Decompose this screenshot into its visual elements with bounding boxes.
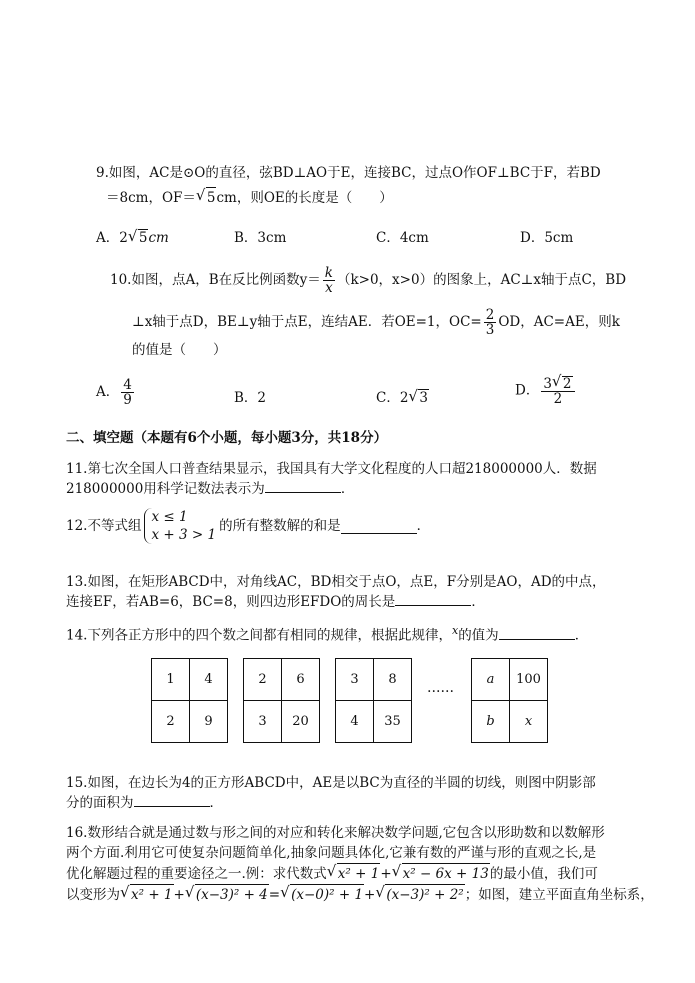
q10-line2-prefix: ⊥x轴于点D，BE⊥y轴于点E，连结AE．若OE=1，OC= <box>132 314 482 330</box>
grid-cell: 1 <box>152 659 190 701</box>
q10-line1-suffix: （k>0，x>0）的图象上，AC⊥x轴于点C，BD <box>336 272 627 288</box>
q15-line2-suffix: ． <box>209 795 223 811</box>
q10-option-a-fraction <box>121 378 134 407</box>
q16-line3-sqrt-1: √ x² + 1 <box>337 863 381 884</box>
q14-answer-blank[interactable] <box>499 625 575 640</box>
q14-prefix: 14.下列各正方形中的四个数之间都有相同的规律，根据此规律， <box>66 627 452 644</box>
q16-line3-sqrt-2: √ x² − 6x + 13 <box>402 863 490 884</box>
grid-cell: 2 <box>152 701 190 743</box>
q10-option-d-den: 2 <box>553 391 563 407</box>
q15-line2-prefix: 分的面积为 <box>66 795 134 811</box>
q10-line1-prefix: 10.如图，点A，B在反比例函数y＝ <box>110 272 321 288</box>
q9-option-b: B．3cm <box>234 230 287 246</box>
q14-ellipsis: …… <box>427 680 454 696</box>
q13-line1: 13.如图，在矩形ABCD中，对角线AC，BD相交于点O，点E，F分别是AO，AD的中点， <box>66 574 606 590</box>
q16-line4-sqrt-1: √ x² + 1 <box>130 884 174 905</box>
q16-line4-suffix: ；如图，建立平面直角坐标系， <box>464 887 654 903</box>
q9-line2-prefix: ＝8cm，OF＝ <box>106 190 196 206</box>
q11-line2-prefix: 218000000用科学记数法表示为 <box>66 481 265 497</box>
q10-option-d-num <box>541 376 574 392</box>
q15-line2 <box>66 792 223 813</box>
q10-option-a-den: 9 <box>123 392 132 408</box>
grid-cell: 35 <box>374 701 412 743</box>
q12-suffix: 的所有整数解的和是 <box>219 518 341 534</box>
q14-suffix: 的值为 <box>458 627 499 644</box>
q15-line1: 15.如图，在边长为4的正方形ABCD中，AE是以BC为直径的半圆的切线，则图中阴影部 <box>66 775 596 791</box>
q16-line2: 两个方面.利用它可使复杂问题简单化,抽象问题具体化,它兼有数的严谨与形的直观之长,是 <box>66 845 597 861</box>
q16-line3-suffix: 的最小值，我们可 <box>489 866 598 882</box>
q12-inequality-system <box>144 508 216 544</box>
q13-line2 <box>66 591 485 612</box>
grid-cell: x <box>510 701 548 743</box>
q11-answer-blank[interactable] <box>265 478 341 493</box>
grid-cell: 2 <box>244 659 282 701</box>
q12-end: ． <box>416 518 431 534</box>
q10-line2 <box>132 308 620 337</box>
q10-option-a-num: 4 <box>123 377 132 393</box>
q11-line1: 11.第七次全国人口普查结果显示，我国具有大学文化程度的人口超218000000人．数据 <box>66 461 597 477</box>
q12-prefix: 12.不等式组 <box>66 518 142 534</box>
q10-option-a <box>96 378 136 407</box>
grid-cell: b <box>472 701 510 743</box>
q9-sqrt: √ 5 <box>206 187 217 208</box>
q14-var-x: x <box>451 624 459 637</box>
q11-line2-suffix: ． <box>340 481 355 497</box>
q10-frac2-num: 2 <box>485 307 495 323</box>
q14-grid-4 <box>471 658 548 743</box>
grid-cell: 3 <box>336 659 374 701</box>
q16-line4-sqrt-2: √ (x−3)² + 4 <box>195 884 269 905</box>
grid-cell: 6 <box>282 659 320 701</box>
q12-answer-blank[interactable] <box>341 519 417 534</box>
q10-option-c <box>376 386 429 406</box>
q16-line4-sqrt-3: √ (x−0)² + 1 <box>290 884 364 905</box>
q10-fraction-k-over-x <box>323 266 335 295</box>
q10-frac-den: x <box>325 280 333 296</box>
q16-line3-prefix: 优化解题过程的重要途径之一.例：求代数式 <box>66 866 327 882</box>
grid-cell: 8 <box>374 659 412 701</box>
q14-line <box>66 621 588 646</box>
q10-option-c-sqrt: √ 3 <box>418 389 429 406</box>
q10-fraction-2-over-3 <box>484 308 497 337</box>
q10-option-d <box>515 376 577 406</box>
q9-line2 <box>106 187 393 208</box>
q9-option-a-prefix: A．2 <box>96 230 128 246</box>
q16-line1: 16.数形结合就是通过数与形之间的对应和转化来解决数学问题,它包含以形助数和以数解形 <box>66 825 605 841</box>
grid-cell: 100 <box>510 659 548 701</box>
q16-line3 <box>66 863 598 884</box>
q12-inequality-2: x + 3 > 1 <box>151 527 217 543</box>
q14-grid-3 <box>335 658 412 743</box>
q16-line3-plus: + <box>380 866 392 882</box>
q9-option-a-suffix: cm <box>148 230 169 246</box>
grid-cell: 9 <box>190 701 228 743</box>
q11-line2 <box>66 478 354 499</box>
q15-answer-blank[interactable] <box>134 792 210 807</box>
q10-option-d-num-prefix: 3 <box>543 376 552 392</box>
q14-grid-2 <box>243 658 320 743</box>
q10-frac2-den: 3 <box>485 322 495 338</box>
q10-option-a-label: A． <box>96 384 120 400</box>
q14-end: ． <box>574 627 589 644</box>
section-2-title: 二、填空题（本题有6个小题，每小题3分，共18分） <box>66 430 388 446</box>
grid-cell: 4 <box>190 659 228 701</box>
q9-option-a <box>96 226 169 246</box>
q16-line4 <box>66 884 654 905</box>
q10-option-d-num-sqrt: √ 2 <box>562 376 573 391</box>
q12-line <box>66 508 430 544</box>
q9-line2-suffix: cm，则OE的长度是（ ） <box>216 190 393 206</box>
q9-line1: 9.如图，AC是⊙O的直径，弦BD⊥AO于E，连接BC，过点O作OF⊥BC于F，若BD <box>96 165 601 181</box>
q10-line2-suffix: OD，AC=AE，则k <box>498 314 620 330</box>
q10-option-b: B．2 <box>234 390 267 406</box>
q14-grid-1 <box>151 658 228 743</box>
q10-frac-num: k <box>324 265 333 281</box>
q9-option-c: C．4cm <box>376 230 429 246</box>
grid-cell: a <box>472 659 510 701</box>
q13-line2-prefix: 连接EF，若AB=6，BC=8，则四边形EFDO的周长是 <box>66 594 396 610</box>
grid-cell: 4 <box>336 701 374 743</box>
q10-line3: 的值是（ ） <box>132 342 227 358</box>
grid-cell: 3 <box>244 701 282 743</box>
q16-line4-plus-2: + <box>364 887 376 903</box>
q10-option-d-label: D． <box>515 382 540 399</box>
q16-line4-prefix: 以变形为 <box>66 887 120 903</box>
q16-line4-sqrt-4: √ (x−3)² + 2² <box>385 884 464 905</box>
grid-cell: 20 <box>282 701 320 743</box>
q12-inequality-1: x ≤ 1 <box>151 509 188 525</box>
q9-option-a-sqrt: √ 5 <box>138 229 149 246</box>
q13-line2-suffix: ． <box>471 594 485 610</box>
q13-answer-blank[interactable] <box>395 591 471 606</box>
q10-option-d-fraction <box>541 376 574 406</box>
q9-option-d: D．5cm <box>520 230 574 246</box>
q16-line4-eq: = <box>268 887 281 903</box>
q10-option-c-prefix: C．2 <box>376 390 409 406</box>
q16-line4-plus-1: + <box>173 887 185 903</box>
q10-line1 <box>110 266 626 295</box>
